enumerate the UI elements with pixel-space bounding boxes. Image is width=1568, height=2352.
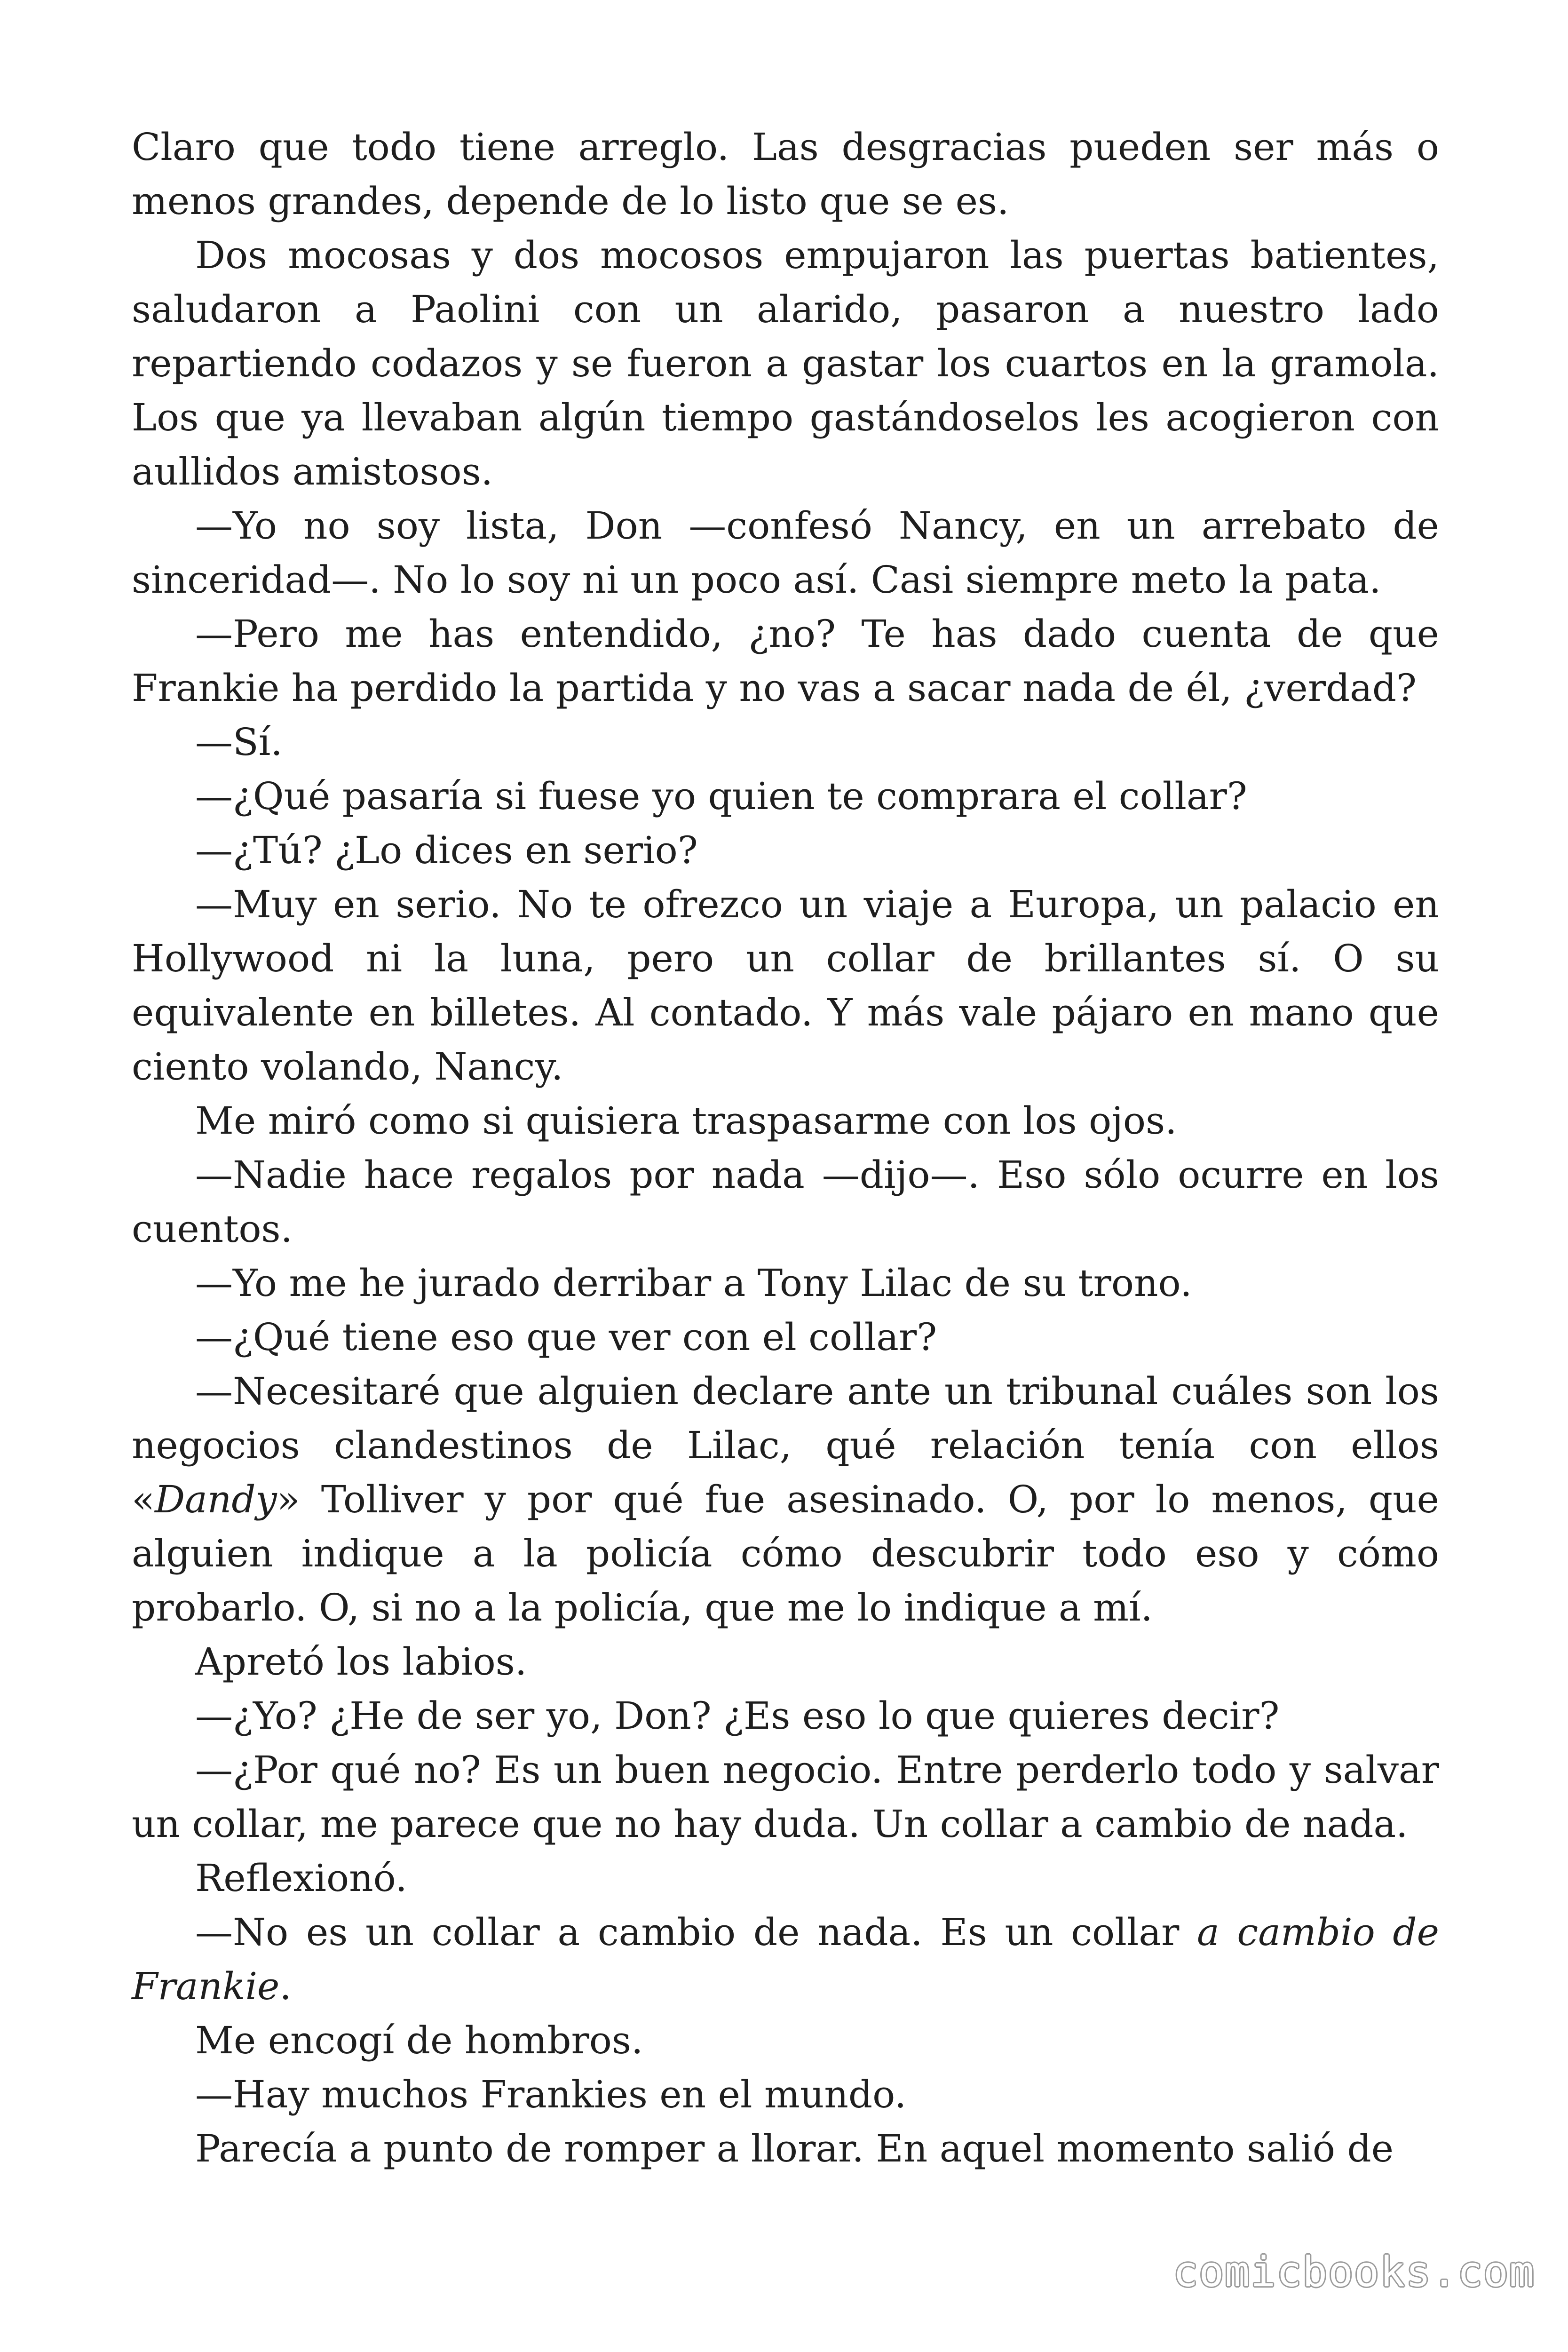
paragraph: —Yo no soy lista, Don —confesó Nancy, en un arrebato de sinceridad—. No lo soy ni un poco así. Casi siempre meto la pata. <box>132 504 1439 602</box>
paragraph: —Nadie hace regalos por nada —dijo—. Eso sólo ocurre en los cuentos. <box>132 1153 1439 1251</box>
paragraph: Apretó los labios. <box>195 1640 527 1684</box>
paragraph: Claro que todo tiene arreglo. Las desgracias pueden ser más o menos grandes, depende de lo listo que se es. <box>132 125 1439 223</box>
paragraph: —¿Por qué no? Es un buen negocio. Entre perderlo todo y salvar un collar, me parece que no hay duda. Un collar a cambio de nada. <box>132 1748 1439 1846</box>
paragraph: —Muy en serio. No te ofrezco un viaje a Europa, un palacio en Hollywood ni la luna, pero un collar de brillantes sí. O su equivalente en billetes. Al contado. Y más vale pájaro en mano que ciento volando, Nancy. <box>132 882 1439 1089</box>
paragraph: —Hay muchos Frankies en el mundo. <box>195 2073 907 2116</box>
watermark: comicbooks.com <box>1173 2248 1535 2296</box>
paragraph-text: . <box>279 1964 292 2008</box>
paragraph: —Sí. <box>195 720 283 764</box>
paragraph-text: —Necesitaré que alguien declare ante un tribunal cuáles son los negocios clandestinos de Lilac, qué relación tenía con ellos « <box>132 1369 1439 1521</box>
italic-text: Dandy <box>154 1478 277 1521</box>
paragraph: Me miró como si quisiera traspasarme con los ojos. <box>195 1099 1177 1143</box>
paragraph: Dos mocosas y dos mocosos empujaron las puertas batientes, saludaron a Paolini con un alarido, pasaron a nuestro lado repartiendo codazos y se fueron a gastar los cuartos en la gramola. Los que ya llevaban algún tiempo gastándoselos les acogieron con aullidos amistosos. <box>132 233 1439 493</box>
paragraph <box>132 1905 1439 2013</box>
italic-text: a cambio de Frankie <box>132 1910 1439 2008</box>
paragraph: Parecía a punto de romper a llorar. En aquel momento salió de <box>195 2127 1394 2170</box>
paragraph: —¿Yo? ¿He de ser yo, Don? ¿Es eso lo que quieres decir? <box>195 1694 1280 1738</box>
paragraph: —¿Tú? ¿Lo dices en serio? <box>195 828 698 872</box>
paragraph-text: —No es un collar a cambio de nada. Es un collar <box>195 1910 1197 1954</box>
paragraph: Me encogí de hombros. <box>195 2018 643 2062</box>
page-text <box>132 120 1439 2176</box>
paragraph: —Yo me he jurado derribar a Tony Lilac de su trono. <box>195 1261 1192 1305</box>
paragraph: —¿Qué pasaría si fuese yo quien te comprara el collar? <box>195 774 1247 818</box>
paragraph: Reflexionó. <box>195 1856 407 1900</box>
paragraph: —¿Qué tiene eso que ver con el collar? <box>195 1315 937 1359</box>
paragraph-text: » Tolliver y por qué fue asesinado. O, por lo menos, que alguien indique a la policía cómo descubrir todo eso y cómo probarlo. O, si no a la policía, que me lo indique a mí. <box>132 1478 1439 1629</box>
paragraph: —Pero me has entendido, ¿no? Te has dado cuenta de que Frankie ha perdido la partida y no vas a sacar nada de él, ¿verdad? <box>132 612 1439 710</box>
paragraph <box>132 1364 1439 1635</box>
